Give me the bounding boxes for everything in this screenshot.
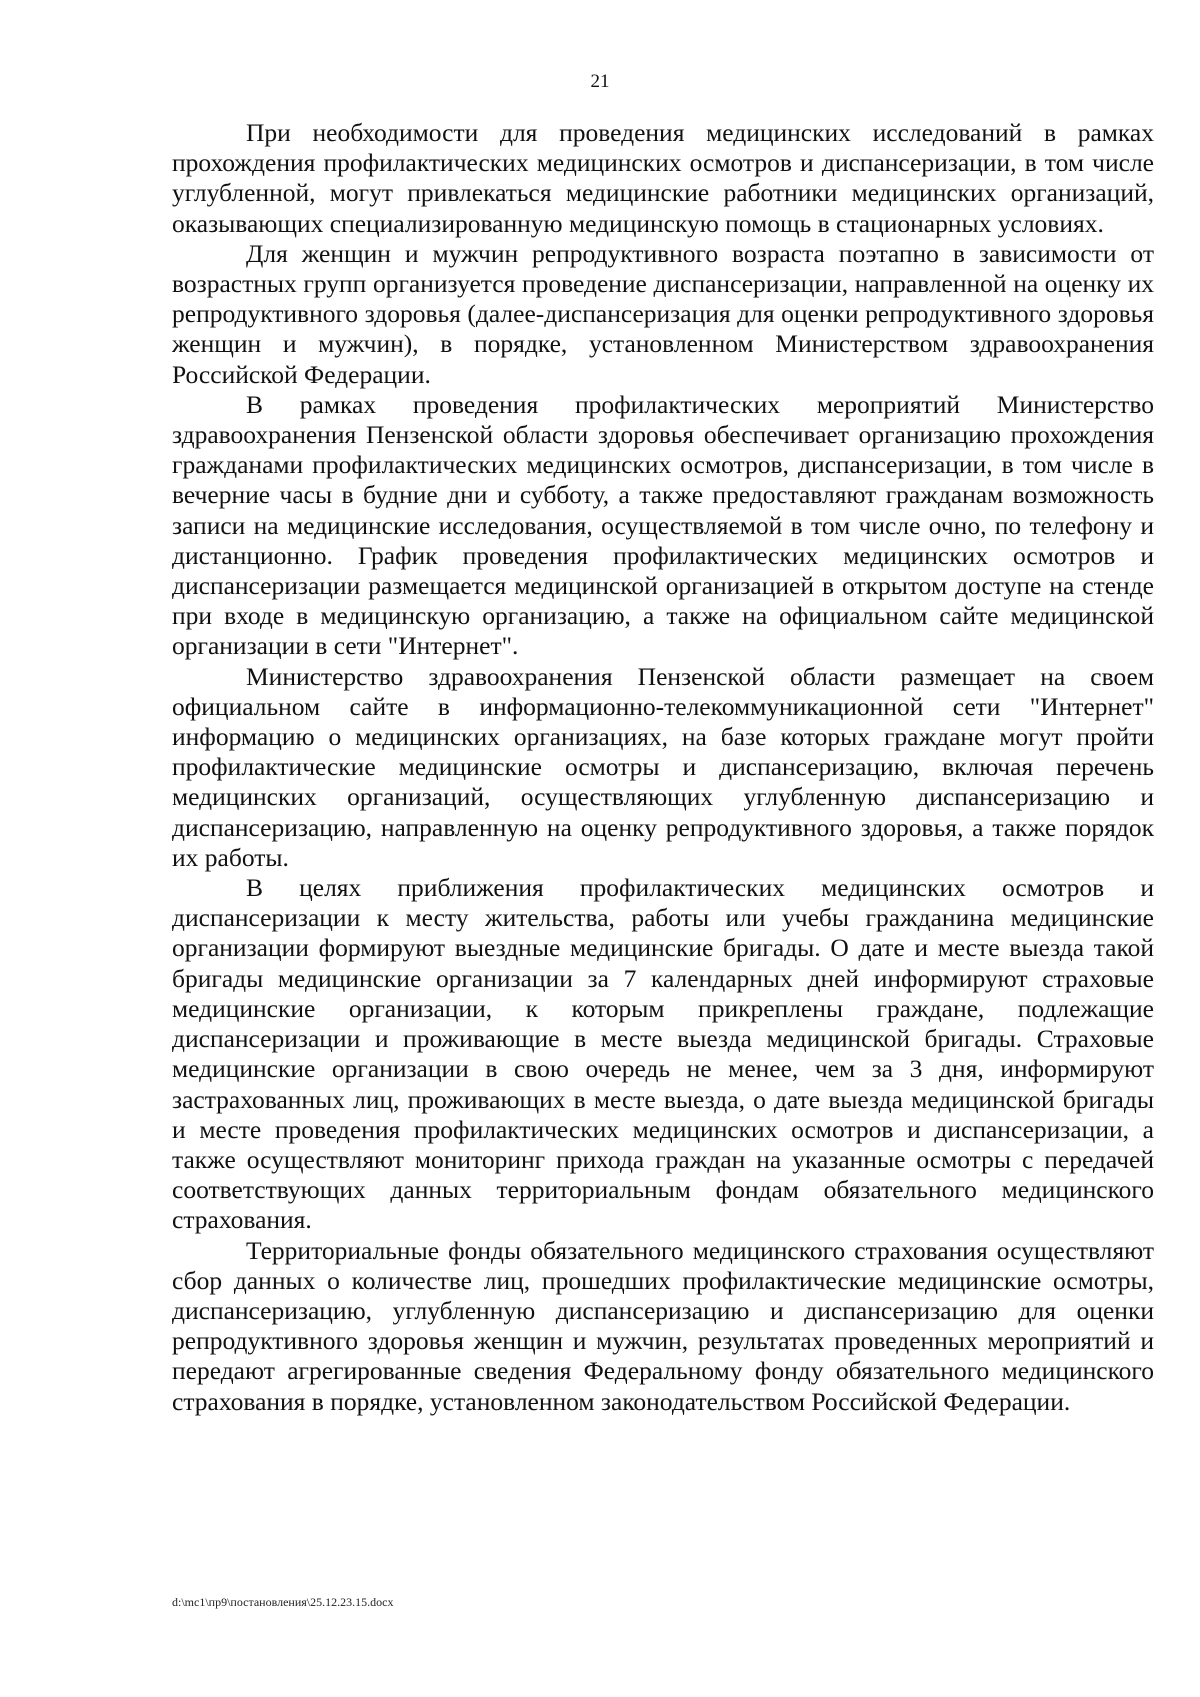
page-number: 21: [590, 71, 610, 92]
paragraph-6: Территориальные фонды обязательного медицинского страхования осуществляют сбор данных о количестве лиц, прошедших профилактические медицинские осмотры, диспансеризацию, углубленную диспансеризацию и диспансеризацию для оценки репродуктивного здоровья женщин и мужчин, результатах проведенных мероприятий и передают агрегированные сведения Федеральному фонду обязательного медицинского страхования в порядке, установленном законодательством Российской Федерации.: [172, 1235, 1154, 1416]
paragraph-1: При необходимости для проведения медицинских исследований в рамках прохождения профилактических медицинских осмотров и диспансеризации, в том числе углубленной, могут привлекаться медицинские работники медицинских организаций, оказывающих специализированную медицинскую помощь в стационарных условиях.: [172, 118, 1154, 238]
paragraph-4: Министерство здравоохранения Пензенской области размещает на своем официальном сайте в информационно-телекоммуникационной сети "Интернет" информацию о медицинских организациях, на базе которых граждане могут пройти профилактические медицинские осмотры и диспансеризацию, включая перечень медицинских организаций, осуществляющих углубленную диспансеризацию и диспансеризацию, направленную на оценку репродуктивного здоровья, а также порядок их работы.: [172, 661, 1154, 872]
paragraph-5: В целях приближения профилактических медицинских осмотров и диспансеризации к месту жительства, работы или учебы гражданина медицинские организации формируют выездные медицинские бригады. О дате и месте выезда такой бригады медицинские организации за 7 календарных дней информируют страховые медицинские организации, к которым прикреплены граждане, подлежащие диспансеризации и проживающие в месте выезда медицинской бригады. Страховые медицинские организации в свою очередь не менее, чем за 3 дня, информируют застрахованных лиц, проживающих в месте выезда, о дате выезда медицинской бригады и месте проведения профилактических медицинских осмотров и диспансеризации, а также осуществляют мониторинг прихода граждан на указанные осмотры с передачей соответствующих данных территориальным фондам обязательного медицинского страхования.: [172, 873, 1154, 1235]
footer-file-path: d:\mc1\пр9\постановления\25.12.23.15.docx: [172, 1595, 394, 1609]
paragraph-3: В рамках проведения профилактических мероприятий Министерство здравоохранения Пензенской области здоровья обеспечивает организацию прохождения гражданами профилактических медицинских осмотров, диспансеризации, в том числе в вечерние часы в будние дни и субботу, а также предоставляют гражданам возможность записи на медицинские исследования, осуществляемой в том числе очно, по телефону и дистанционно. График проведения профилактических медицинских осмотров и диспансеризации размещается медицинской организацией в открытом доступе на стенде при входе в медицинскую организацию, а также на официальном сайте медицинской организации в сети "Интернет".: [172, 389, 1154, 661]
paragraph-2: Для женщин и мужчин репродуктивного возраста поэтапно в зависимости от возрастных групп организуется проведение диспансеризации, направленной на оценку их репродуктивного здоровья (далее-диспансеризация для оценки репродуктивного здоровья женщин и мужчин), в порядке, установленном Министерством здравоохранения Российской Федерации.: [172, 238, 1154, 389]
document-body: [172, 118, 1154, 1417]
